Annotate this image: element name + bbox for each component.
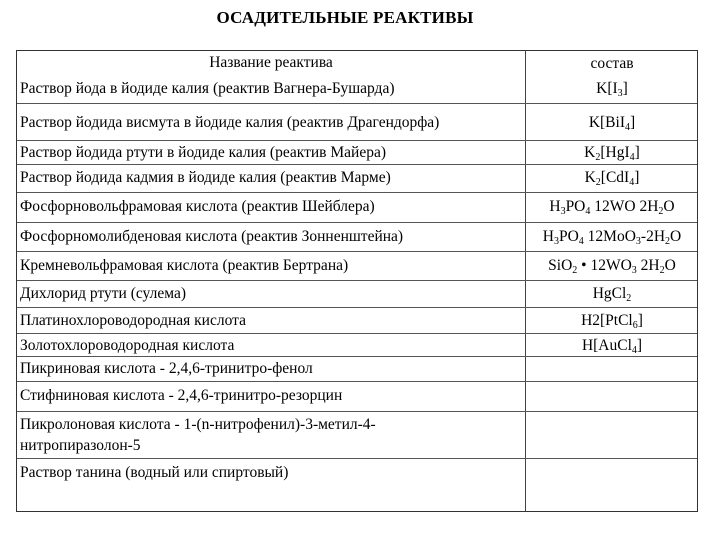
reagent-name: Золотохлороводородная кислота <box>20 337 235 354</box>
table-row <box>17 222 697 251</box>
page-title: ОСАДИТЕЛЬНЫЕ РЕАКТИВЫ <box>216 8 474 27</box>
table-row <box>17 164 697 192</box>
reagent-name: Платинохлороводородная кислота <box>20 312 246 329</box>
reagent-name: Фосфорномолибденовая кислота (реактив Зонненштейна) <box>20 228 404 245</box>
reagent-name: Раствор йодида кадмия в йодиде калия (реактив Марме) <box>20 169 391 186</box>
table-row <box>17 356 697 381</box>
reagent-composition: $H_3PO_4$ 12WO $2H_2O$ <box>549 198 675 217</box>
reagent-name: Кремневольфрамовая кислота (реактив Бертрана) <box>20 257 349 274</box>
reagent-composition: HgCl$_2$ <box>592 285 632 304</box>
reagent-name: Стифниновая кислота - 2,4,6-тринитро-резорцин <box>20 387 343 404</box>
table-row <box>17 381 697 411</box>
table-row <box>17 458 697 513</box>
reagent-composition: K[BiI$_4$] <box>588 114 636 133</box>
header-composition: состав <box>590 55 634 72</box>
reagent-name: Раствор йодида висмута в йодиде калия (реактив Драгендорфа) <box>20 114 440 131</box>
header-name: Название реактива <box>209 54 333 71</box>
table-row <box>17 140 697 164</box>
reagent-name: Пикриновая кислота - 2,4,6-тринитро-фенол <box>20 360 313 377</box>
reagent-name: Пикролоновая кислота - 1-(n-нитрофенил)-3-метил-4- <box>20 416 376 433</box>
table-row <box>17 307 697 333</box>
reagent-name-continued: нитропиразолон-5 <box>20 437 141 454</box>
reagent-composition: $K_2[HgI_4]$ <box>584 144 640 163</box>
table-row <box>17 192 697 222</box>
reagent-name: Раствор йодида ртути в йодиде калия (реактив Майера) <box>20 144 387 161</box>
table-row <box>17 411 697 458</box>
table-row <box>17 251 697 280</box>
reagent-composition: $K_2[CdI_4]$ <box>584 169 640 188</box>
reagent-composition: H2[PtCl$_6$] <box>581 312 643 331</box>
reagents-table <box>16 50 698 512</box>
reagent-name: Фосфорновольфрамовая кислота (реактив Шейблера) <box>20 198 375 215</box>
reagent-name: Раствор танина (водный или спиртовый) <box>20 464 289 481</box>
table-row <box>17 333 697 356</box>
reagent-composition: $K[I_3]$ <box>596 80 628 99</box>
reagent-composition: $H_3PO_4$ $12MoO_3-2H_2O$ <box>542 228 682 247</box>
reagent-name: Дихлорид ртути (сулема) <box>20 285 186 302</box>
table-row <box>17 51 697 103</box>
table-row <box>17 280 697 307</box>
reagent-name: Раствор йода в йодиде калия (реактив Вагнера-Бушарда) <box>20 80 395 97</box>
reagent-composition: SiO$_2$ • $12WO_3$ $2H_2O$ <box>548 257 676 276</box>
reagent-composition: H[AuCl$_4$] <box>581 337 643 356</box>
table-row <box>17 103 697 140</box>
